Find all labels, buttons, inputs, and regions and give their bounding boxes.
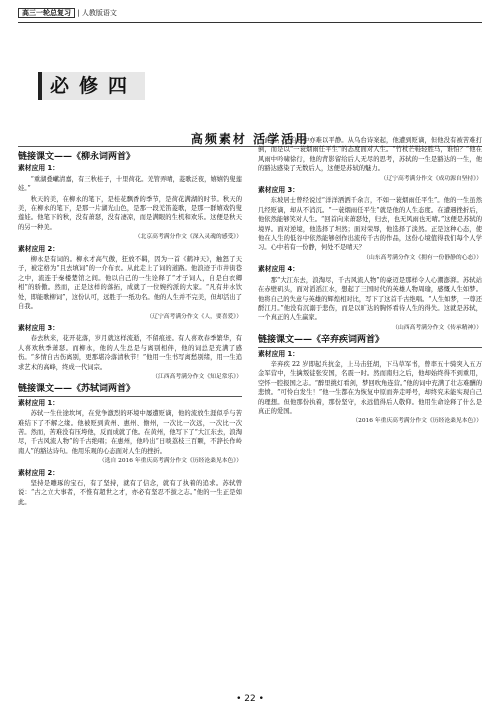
material-label: 素材应用 1：	[18, 164, 60, 173]
header-separator: |	[77, 9, 82, 17]
material-label: 素材应用 2：	[18, 244, 60, 253]
paragraph: 那“大江东去，浪淘尽，千古风流人物”的豪迈是那样令人心潮澎湃。苏轼站在赤壁矶头，面对滔滔江水，想起了三国时代的英雄人物周瑜，感慨人生如梦。他将自己的失意与英雄的辉煌相对比，写下了这首千古绝唱。“人生如梦，一尊还酹江月。”他没有沉溺于悲伤，而是以旷达的胸怀看待人生的得失。这就是苏轼，一个真正的人生赢家。	[258, 276, 482, 322]
material-label: 素材应用 1：	[18, 398, 60, 407]
link-lesson-heading: 链接课文——《苏轼词两首》	[18, 385, 242, 396]
source-citation: （选自 2016 年重庆高考满分作文《历经沧桑见本色》）	[98, 458, 242, 465]
source-citation: （北京高考满分作文《深入灵魂的感受》）	[134, 234, 242, 241]
source-citation: （辽宁高考满分作文《成功源自坚持》）	[380, 175, 482, 182]
paragraph: 坚持是雕琢的宝石，有了坚持，就有了信念，就有了执着的追求。苏轼曾说：“古之立大事者，不惟有超世之才，亦必有坚忍不拔之志。”他的一生正是如此。	[18, 480, 242, 506]
material-label: 素材应用 2：	[18, 468, 60, 477]
chapter-heading: 必修四	[38, 72, 145, 100]
book-title: 高三一轮总复习	[18, 8, 75, 18]
paragraph: 下此篇，只怕心中亦难以平静。从乌台诗案起，他遭到贬谪，但他没有被苦难打倒，而是以“一蓑烟雨任平生”的态度面对人生。“竹杖芒鞋轻胜马，谁怕？”他在风雨中吟啸徐行，他的背影留给后人无尽的思考，苏轼的一生是豁达的一生，他的豁达感染了无数后人，这便是苏轼的魅力。	[258, 137, 482, 173]
paragraph: 辛弃疾 22 岁即起兵抗金，上马击狂胡，下马草军书，曾率五十骑突入五万金军营中，生擒叛徒张安国，名震一时。然而南归之后，他却始终得不到重用，空怀一腔报国之志。“醉里挑灯看剑，梦回吹角连营。”他的词中充满了壮志难酬的悲愤。“可怜白发生！”他一生都在为恢复中原而奔走呼号，却终究未能实现自己的理想。但他那份执着，那份坚守，永远值得后人敬仰。他用生命诠释了什么是真正的爱国。	[258, 360, 482, 415]
subject-label: 人教版语文	[81, 9, 117, 17]
material-label: 素材应用 3：	[258, 186, 300, 195]
paragraph: 东坡居士曾经说过“洋洋洒洒千余言，不如一蓑烟雨任平生”。他的一生虽然几经贬谪，却从不消沉。“一蓑烟雨任平生”就是他的人生态度。在遭遇挫折后，他依然能够笑对人生。“回首向来萧瑟处，归去，也无风雨也无晴。”这便是苏轼的境界。面对逆境，他选择了坦然；面对荣辱，他选择了淡然。正是这种心态，使他在人生的低谷中依然能够创作出流传千古的作品，这份心境值得我们每个人学习。心中若有一份静，何处不是晴天？	[258, 197, 482, 252]
source-citation: （辽宁高考满分作文《人，要喜爱》）	[146, 313, 242, 320]
paragraph: 秋天的美，在柳永的笔下，是桂花飘香的季节，是荷花满湖的时节。秋天的美，在柳永的笔下，是那一片湖光山色，是那一段羌笛菱歌，是那一群嬉戏钓叟莲娃。他笔下的秋，没有萧瑟，没有凄凉，而是满眼的生机和欢乐。这便是秋天的另一种美。	[18, 195, 242, 231]
paragraph: 苏轼一生仕途坎坷，在党争激烈的环境中屡遭贬谪，他的流放生涯似乎与苦难结下了不解之缘。他被贬到黄州、惠州、儋州，一次比一次远，一次比一次苦。然而，苦难没有压垮他，反而成就了他。在黄州，他写下了“大江东去，浪淘尽，千古风流人物”的千古绝唱；在惠州，他吟出“日啖荔枝三百颗，不辞长作岭南人”的豁达诗句。他用乐观的心态面对人生的挫折。	[18, 410, 242, 455]
link-lesson-heading: 链接课文——《辛弃疾词两首》	[258, 336, 482, 347]
page-number: • 22 •	[236, 694, 264, 704]
source-citation: （2016 年重庆高考满分作文《历经沧桑见本色》）	[352, 418, 482, 425]
paragraph: “重湖叠𪩘清嘉，有三秋桂子，十里荷花。羌管弄晴，菱歌泛夜，嬉嬉钓叟莲娃。”	[18, 175, 242, 193]
left-column	[18, 150, 242, 508]
running-header	[18, 6, 482, 23]
right-column	[258, 136, 482, 428]
material-label: 素材应用 4：	[258, 265, 300, 274]
link-lesson-heading: 链接课文——《柳永词两首》	[18, 152, 136, 162]
source-citation: （山东高考满分作文《拥有一份静静的心态》）	[363, 254, 482, 261]
material-label: 素材应用 3：	[18, 323, 60, 332]
section-title: 高频素材 活学活用	[190, 132, 310, 146]
material-label: 素材应用 1：	[258, 349, 300, 358]
paragraph: 春去秋来，花开花落，岁月就这样流逝，不留痕迹。有人喜欢春季繁华，有人喜欢秋季萧瑟。而柳永，他的人生总是与离别相伴，他的词总是充满了感伤。“多情自古伤离别，更那堪冷落清秋节！”他用一生书写离愁别绪，用一生追求艺术的高峰，终成一代词宗。	[18, 335, 242, 371]
source-citation: （山西高考满分作文《传承精神》）	[392, 324, 482, 331]
source-citation: （江西高考满分作文《知足常乐》）	[152, 373, 242, 380]
paragraph: 柳永是有词的。柳永才高气傲，狂放不羁，因为一首《鹤冲天》，触怒了天子，被定格为“且去填词”的一介布衣。从此走上了词的道路。他浪迹于市井街巷之中，流连于秦楼楚馆之间。他以自己的一生诠释了“才子词人，自是白衣卿相”的骄傲。然而，正是这样的落拓，成就了一位婉约派的大家。“凡有井水饮处，即能歌柳词”，这份认可，远胜于一纸功名。他的人生并不完美，但却活出了自我。	[18, 256, 242, 311]
